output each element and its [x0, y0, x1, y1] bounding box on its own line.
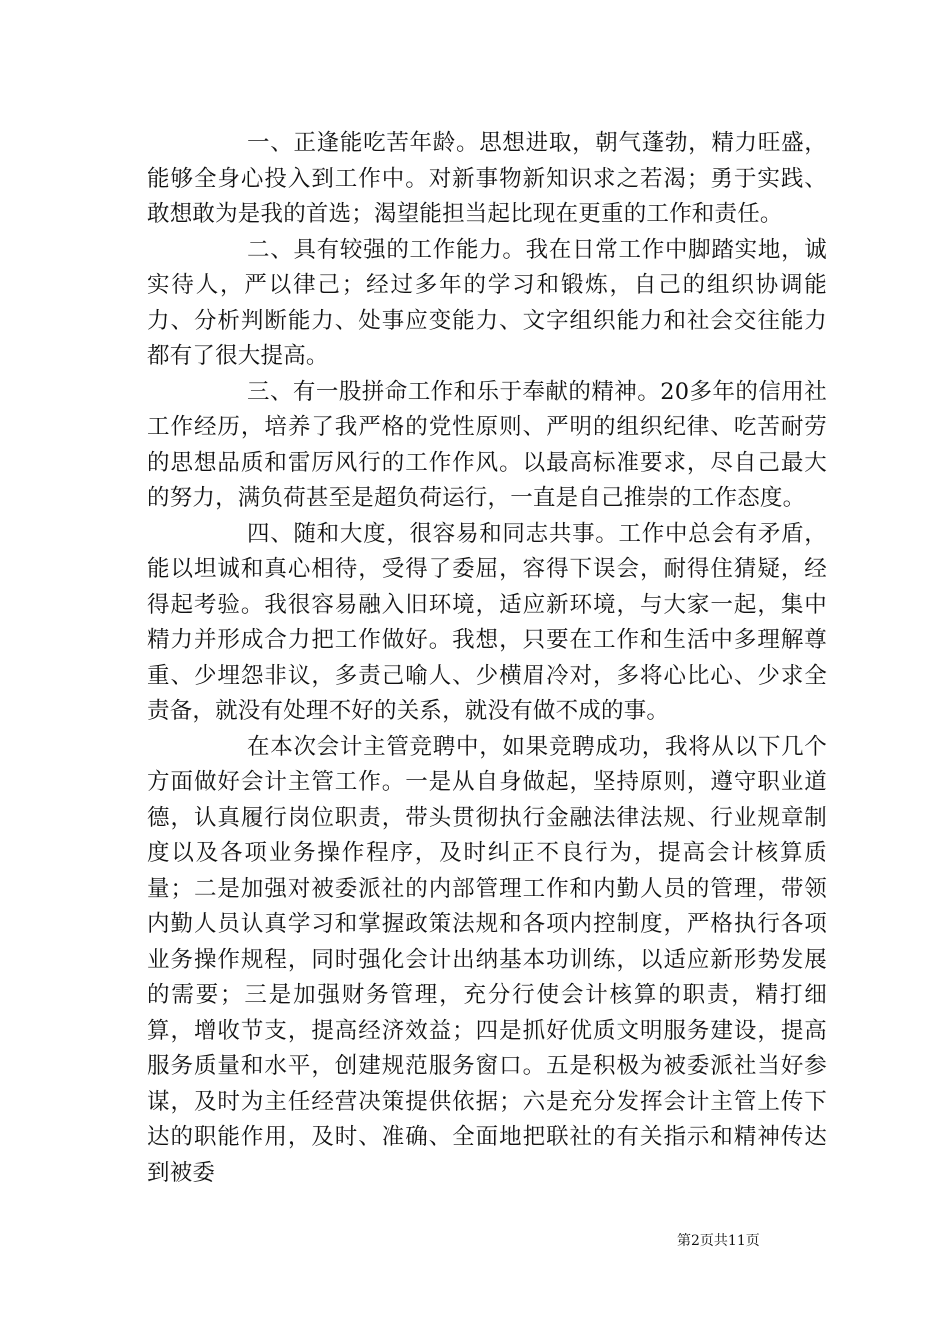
paragraph-3: 三、有一股拼命工作和乐于奉献的精神。20多年的信用社工作经历，培养了我严格的党性原则、严明的组织纪律、吃苦耐劳的思想品质和雷厉风行的工作作风。以最高标准要求，尽自己最大的努力，满负荷甚至是超负荷运行，一直是自己推崇的工作态度。 — [147, 378, 827, 511]
paragraph-4: 四、随和大度，很容易和同志共事。工作中总会有矛盾，能以坦诚和真心相待，受得了委屈，容得下误会，耐得住猜疑，经得起考验。我很容易融入旧环境，适应新环境，与大家一起，集中精力并形成合力把工作做好。我想，只要在工作和生活中多理解尊重、少埋怨非议，多责己喻人、少横眉冷对，多将心比心、少求全责备，就没有处理不好的关系，就没有做不成的事。 — [147, 520, 827, 724]
paragraph-2: 二、具有较强的工作能力。我在日常工作中脚踏实地，诚实待人，严以律己；经过多年的学习和锻炼，自己的组织协调能力、分析判断能力、处事应变能力、文字组织能力和社会交往能力都有了很大提高。 — [147, 236, 827, 369]
paragraph-5: 在本次会计主管竞聘中，如果竞聘成功，我将从以下几个方面做好会计主管工作。一是从自身做起，坚持原则，遵守职业道德，认真履行岗位职责，带头贯彻执行金融法律法规、行业规章制度以及各项业务操作程序，及时纠正不良行为，提高会计核算质量；二是加强对被委派社的内部管理工作和内勤人员的管理，带领内勤人员认真学习和掌握政策法规和各项内控制度，严格执行各项业务操作规程，同时强化会计出纳基本功训练，以适应新形势发展的需要；三是加强财务管理，充分行使会计核算的职责，精打细算，增收节支，提高经济效益；四是抓好优质文明服务建设，提高服务质量和水平，创建规范服务窗口。五是积极为被委派社当好参谋，及时为主任经营决策提供依据；六是充分发挥会计主管上传下达的职能作用，及时、准确、全面地把联社的有关指示和精神传达到被委 — [147, 733, 827, 1186]
page-number: 第2页共11页 — [677, 1233, 760, 1249]
document-body — [147, 126, 827, 1191]
paragraph-1: 一、正逢能吃苦年龄。思想进取，朝气蓬勃，精力旺盛，能够全身心投入到工作中。对新事物新知识求之若渴；勇于实践、敢想敢为是我的首选；渴望能担当起比现在更重的工作和责任。 — [147, 130, 827, 227]
